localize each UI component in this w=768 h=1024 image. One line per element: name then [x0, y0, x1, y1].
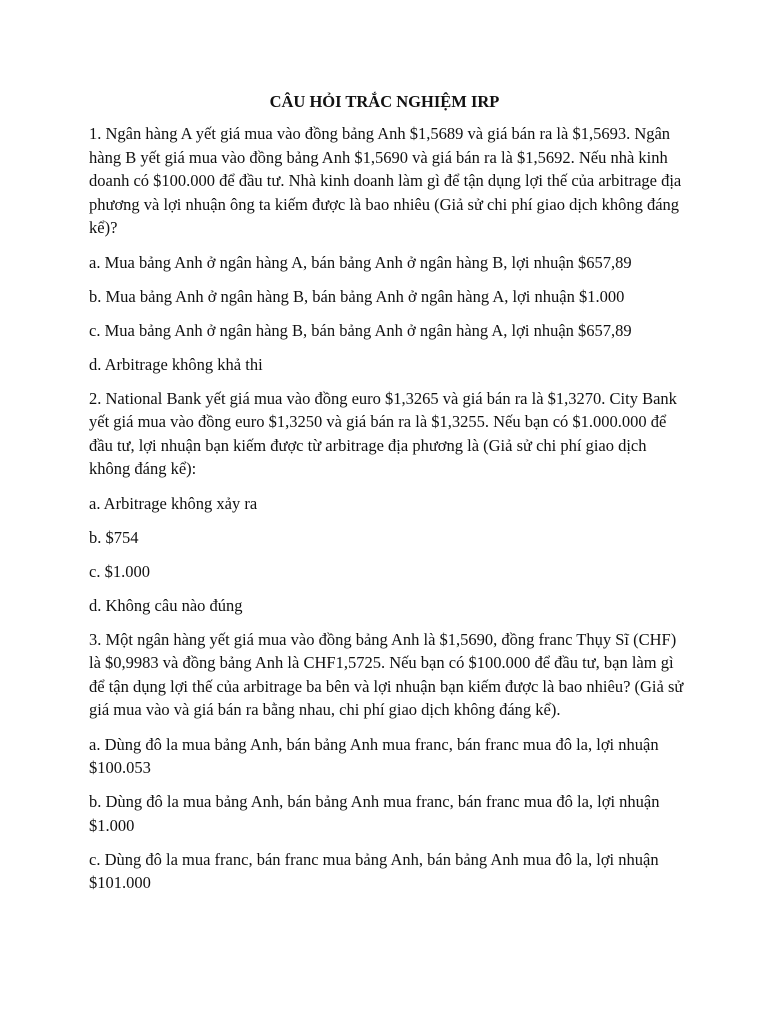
document-title: CÂU HỎI TRẮC NGHIỆM IRP: [269, 92, 500, 111]
question-2-option-b: b. $754: [89, 527, 139, 547]
question-2-option-c: c. $1.000: [89, 561, 150, 581]
question-2: 2. National Bank yết giá mua vào đồng euro $1,3265 và giá bán ra là $1,3270. City Bank yết giá mua vào đồng euro $1,3250 và giá bán ra là $1,3255. Nếu bạn có $1.000.000 để đầu tư, lợi nhuận bạn kiếm được từ arbitrage địa phương là (Giả sử chi phí giao dịch không đáng kể):: [89, 388, 677, 478]
question-2-option-d: d. Không câu nào đúng: [89, 595, 243, 615]
question-1-option-a: a. Mua bảng Anh ở ngân hàng A, bán bảng Anh ở ngân hàng B, lợi nhuận $657,89: [89, 252, 632, 272]
question-3-option-c: c. Dùng đô la mua franc, bán franc mua bảng Anh, bán bảng Anh mua đô la, lợi nhuận $101.000: [89, 849, 659, 892]
question-1: 1. Ngân hàng A yết giá mua vào đồng bảng Anh $1,5689 và giá bán ra là $1,5693. Ngân hàng B yết giá mua vào đồng bảng Anh $1,5690 và giá bán ra là $1,5692. Nếu nhà kinh doanh có $100.000 để đầu tư. Nhà kinh doanh làm gì để tận dụng lợi thế của arbitrage địa phương và lợi nhuận ông ta kiếm được là bao nhiêu (Giả sử chi phí giao dịch không đáng kể)?: [89, 124, 682, 237]
question-3-option-b: b. Dùng đô la mua bảng Anh, bán bảng Anh mua franc, bán franc mua đô la, lợi nhuận $1.000: [89, 792, 660, 835]
question-1-option-c: c. Mua bảng Anh ở ngân hàng B, bán bảng Anh ở ngân hàng A, lợi nhuận $657,89: [89, 320, 632, 340]
question-3-option-a: a. Dùng đô la mua bảng Anh, bán bảng Anh mua franc, bán franc mua đô la, lợi nhuận $100.053: [89, 734, 659, 777]
question-1-option-d: d. Arbitrage không khả thi: [89, 354, 263, 374]
question-2-option-a: a. Arbitrage không xảy ra: [89, 493, 258, 513]
question-1-option-b: b. Mua bảng Anh ở ngân hàng B, bán bảng Anh ở ngân hàng A, lợi nhuận $1.000: [89, 286, 625, 306]
question-3: 3. Một ngân hàng yết giá mua vào đồng bảng Anh là $1,5690, đồng franc Thụy Sĩ (CHF) là $0,9983 và đồng bảng Anh là CHF1,5725. Nếu bạn có $100.000 để đầu tư, bạn làm gì để tận dụng lợi thế của arbitrage ba bên và lợi nhuận bạn kiếm được là bao nhiêu? (Giả sử giá mua vào và giá bán ra bằng nhau, chi phí giao dịch không đáng kể).: [89, 629, 684, 719]
